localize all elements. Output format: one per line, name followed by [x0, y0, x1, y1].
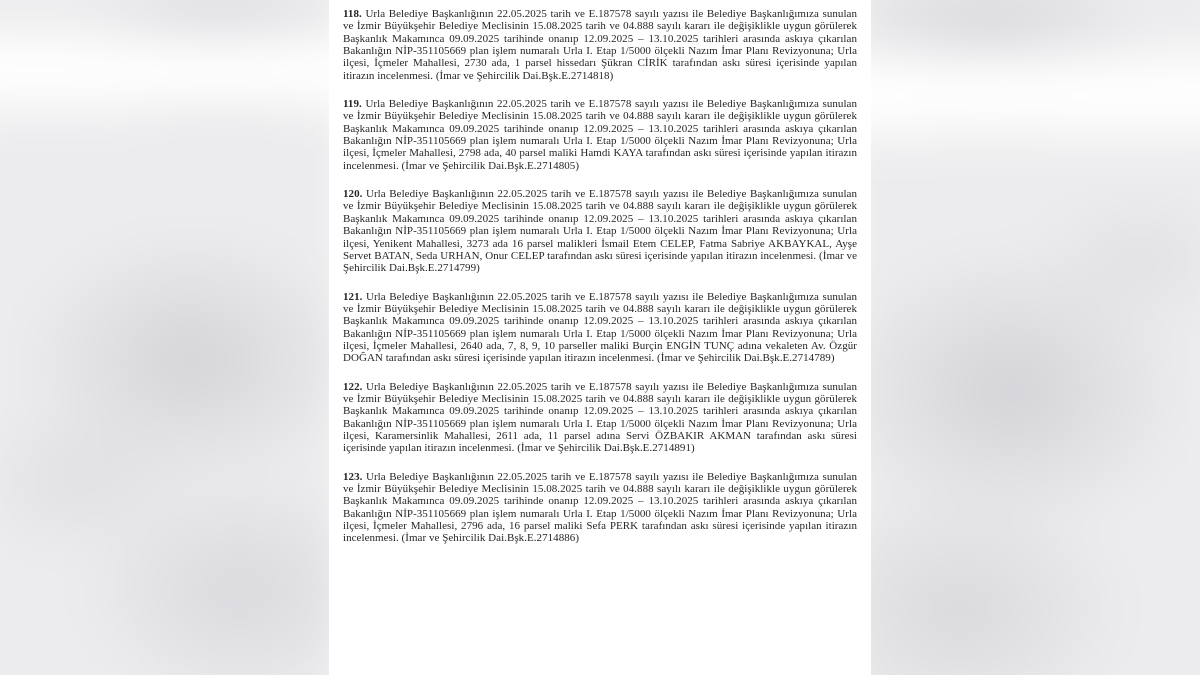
- agenda-item-number: 120.: [343, 188, 363, 201]
- agenda-item-122: [343, 381, 857, 455]
- agenda-item-body: Urla Belediye Başkanlığının 22.05.2025 tarih ve E.187578 sayılı yazısı ile Belediye Başkanlığımıza sunulan ve İzmir Büyükşehir Belediye Meclisinin 15.08.2025 tarih ve 04.888 sayılı kararı ile değişiklikle uygun görülerek Başkanlık Makamınca 09.09.2025 tarihinde onanıp 12.09.2025 – 13.10.2025 tarihleri arasında askıya çıkarılan Bakanlığın NİP-351105669 plan işlem numaralı Urla I. Etap 1/5000 ölçekli Nazım İmar Planı Revizyonuna; Urla ilçesi, İçmeler Mahallesi, 2796 ada, 16 parsel maliki Sefa PERK tarafından askı süresi içerisinde yapılan itirazın incelenmesi. (İmar ve Şehircilik Dai.Bşk.E.2714886): [343, 470, 857, 545]
- agenda-item-number: 122.: [343, 380, 363, 393]
- document-text-column: [329, 0, 871, 675]
- agenda-item-120: [343, 188, 857, 274]
- agenda-item-body: Urla Belediye Başkanlığının 22.05.2025 tarih ve E.187578 sayılı yazısı ile Belediye Başkanlığımıza sunulan ve İzmir Büyükşehir Belediye Meclisinin 15.08.2025 tarih ve 04.888 sayılı kararı ile değişiklikle uygun görülerek Başkanlık Makamınca 09.09.2025 tarihinde onanıp 12.09.2025 – 13.10.2025 tarihleri arasında askıya çıkarılan Bakanlığın NİP-351105669 plan işlem numaralı Urla I. Etap 1/5000 ölçekli Nazım İmar Planı Revizyonuna; Urla ilçesi, İçmeler Mahallesi, 2640 ada, 7, 8, 9, 10 parseller maliki Burçin ENGİN TUNÇ adına vekaleten Av. Özgür DOĞAN tarafından askı süresi içerisinde yapılan itirazın incelenmesi. (İmar ve Şehircilik Dai.Bşk.E.2714789): [343, 290, 857, 365]
- agenda-item-body: Urla Belediye Başkanlığının 22.05.2025 tarih ve E.187578 sayılı yazısı ile Belediye Başkanlığımıza sunulan ve İzmir Büyükşehir Belediye Meclisinin 15.08.2025 tarih ve 04.888 sayılı kararı ile değişiklikle uygun görülerek Başkanlık Makamınca 09.09.2025 tarihinde onanıp 12.09.2025 – 13.10.2025 tarihleri arasında askıya çıkarılan Bakanlığın NİP-351105669 plan işlem numaralı Urla I. Etap 1/5000 ölçekli Nazım İmar Planı Revizyonuna; Urla ilçesi, Yenikent Mahallesi, 3273 ada 16 parsel malikleri İsmail Etem CELEP, Fatma Sabriye AKBAYKAL, Ayşe Servet BATAN, Seda URHAN, Onur CELEP tarafından askı süresi içerisinde yapılan itirazın incelenmesi. (İmar ve Şehircilik Dai.Bşk.E.2714799): [343, 188, 857, 275]
- background-blur-left: [0, 0, 350, 675]
- agenda-item-121: [343, 291, 857, 365]
- background-blur-right: [840, 0, 1200, 675]
- agenda-item-number: 118.: [343, 8, 362, 20]
- agenda-item-body: Urla Belediye Başkanlığının 22.05.2025 tarih ve E.187578 sayılı yazısı ile Belediye Başkanlığımıza sunulan ve İzmir Büyükşehir Belediye Meclisinin 15.08.2025 tarih ve 04.888 sayılı kararı ile değişiklikle uygun görülerek Başkanlık Makamınca 09.09.2025 tarihinde onanıp 12.09.2025 – 13.10.2025 tarihleri arasında askıya çıkarılan Bakanlığın NİP-351105669 plan işlem numaralı Urla I. Etap 1/5000 ölçekli Nazım İmar Planı Revizyonuna; Urla ilçesi, İçmeler Mahallesi, 2798 ada, 40 parsel maliki Hamdi KAYA tarafından askı süresi içerisinde yapılan itirazın incelenmesi. (İmar ve Şehircilik Dai.Bşk.E.2714805): [343, 98, 857, 172]
- agenda-item-number: 119.: [343, 98, 362, 111]
- agenda-item-119: [343, 98, 857, 172]
- agenda-item-123: [343, 471, 857, 545]
- agenda-item-number: 123.: [343, 470, 363, 483]
- agenda-item-body: Urla Belediye Başkanlığının 22.05.2025 tarih ve E.187578 sayılı yazısı ile Belediye Başkanlığımıza sunulan ve İzmir Büyükşehir Belediye Meclisinin 15.08.2025 tarih ve 04.888 sayılı kararı ile değişiklikle uygun görülerek Başkanlık Makamınca 09.09.2025 tarihinde onanıp 12.09.2025 – 13.10.2025 tarihleri arasında askıya çıkarılan Bakanlığın NİP-351105669 plan işlem numaralı Urla I. Etap 1/5000 ölçekli Nazım İmar Planı Revizyonuna; Urla ilçesi, İçmeler Mahallesi, 2730 ada, 1 parsel hissedarı Şükran CİRİK tarafından askı süresi içerisinde yapılan itirazın incelenmesi. (İmar ve Şehircilik Dai.Bşk.E.2714818): [343, 8, 857, 82]
- agenda-item-118: [343, 8, 857, 82]
- agenda-item-number: 121.: [343, 290, 363, 303]
- agenda-item-body: Urla Belediye Başkanlığının 22.05.2025 tarih ve E.187578 sayılı yazısı ile Belediye Başkanlığımıza sunulan ve İzmir Büyükşehir Belediye Meclisinin 15.08.2025 tarih ve 04.888 sayılı kararı ile değişiklikle uygun görülerek Başkanlık Makamınca 09.09.2025 tarihinde onanıp 12.09.2025 – 13.10.2025 tarihleri arasında askıya çıkarılan Bakanlığın NİP-351105669 plan işlem numaralı Urla I. Etap 1/5000 ölçekli Nazım İmar Planı Revizyonuna; Urla ilçesi, Karamersinlik Mahallesi, 2611 ada, 11 parsel adına Servi ÖZBAKIR AKMAN tarafından askı süresi içerisinde yapılan itirazın incelenmesi. (İmar ve Şehircilik Dai.Bşk.E.2714891): [343, 380, 857, 455]
